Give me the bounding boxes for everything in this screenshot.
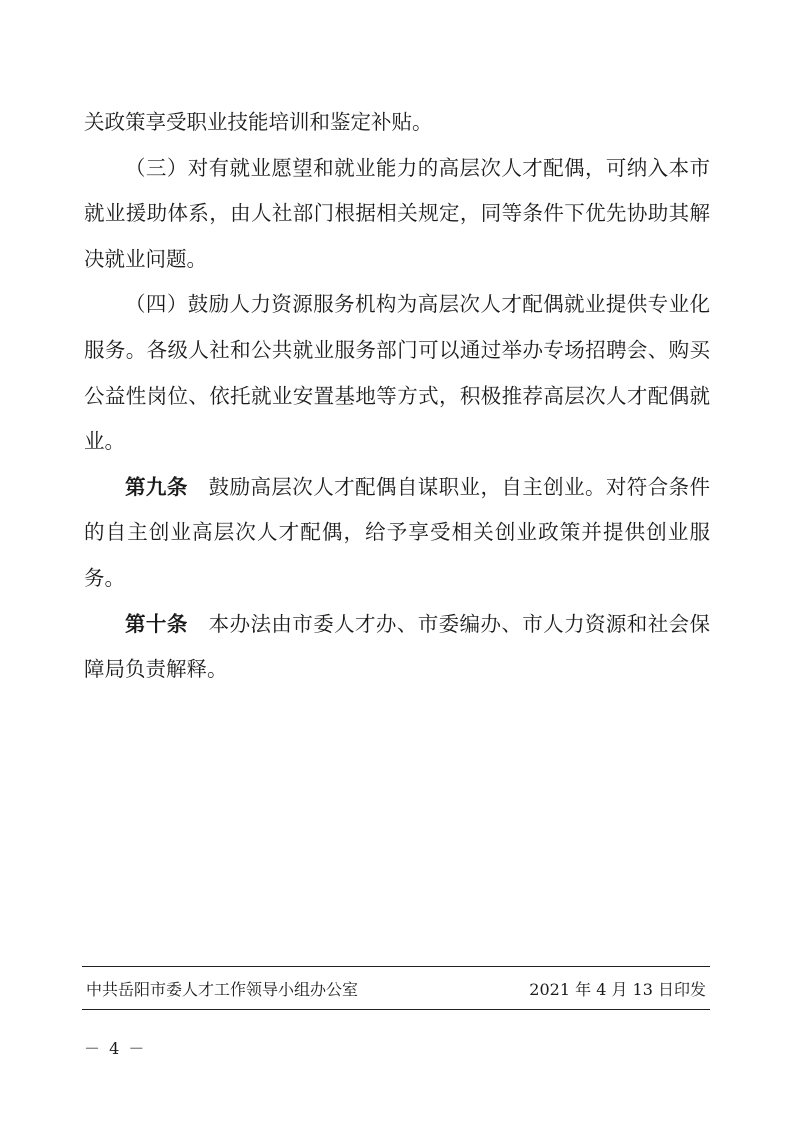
paragraph-text: 关政策享受职业技能培训和鉴定补贴。 (84, 110, 433, 134)
paragraph-text: （三）对有就业愿望和就业能力的高层次人才配偶，可纳入本市就业援助体系，由人社部门根据相关规定，同等条件下优先协助其解决就业问题。 (84, 155, 710, 271)
article-heading: 第九条 (125, 474, 188, 499)
paragraph-text: （四）鼓励人力资源服务机构为高层次人才配偶就业提供专业化服务。各级人社和公共就业服务部门可以通过举办专场招聘会、购买公益性岗位、依托就业安置基地等方式，积极推荐高层次人才配偶就业。 (84, 292, 710, 454)
body-text (84, 100, 710, 693)
article-10 (84, 602, 710, 693)
article-gap (188, 612, 209, 636)
issuance-footer (82, 966, 710, 1010)
page-number: － 4 － (84, 1039, 147, 1058)
article-heading: 第十条 (125, 611, 188, 636)
article-text: 本办法由市委人才办、市委编办、市人力资源和社会保障局负责解释。 (84, 611, 711, 682)
article-9 (84, 465, 710, 602)
paragraph-item-3 (84, 146, 710, 283)
issuer-name: 中共岳阳市委人才工作领导小组办公室 (86, 979, 359, 999)
article-gap (188, 475, 209, 499)
paragraph-continuation (84, 100, 710, 146)
paragraph-item-4 (84, 282, 710, 464)
article-text: 鼓励高层次人才配偶自谋职业，自主创业。对符合条件的自主创业高层次人才配偶，给予享受相关创业政策并提供创业服务。 (84, 474, 711, 590)
issue-date: 2021 年 4 月 13 日印发 (529, 979, 706, 999)
